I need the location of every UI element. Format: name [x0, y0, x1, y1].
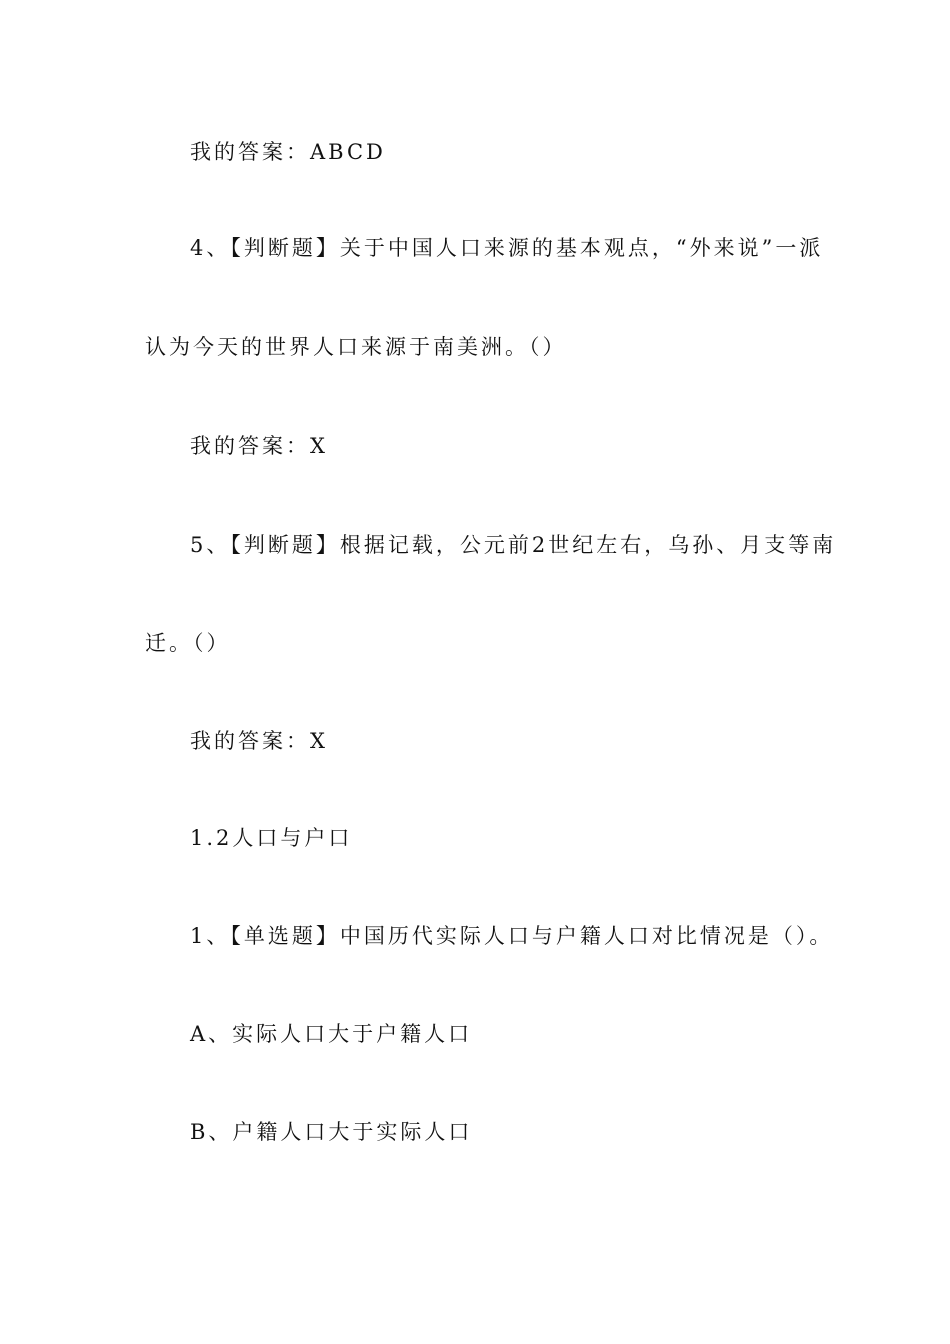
answer-line-q5: 我的答案：X	[190, 729, 328, 753]
option-b: B、户籍人口大于实际人口	[190, 1120, 473, 1144]
question-5-line-1: 5、【判断题】根据记载，公元前2世纪左右，乌孙、月支等南	[190, 533, 837, 557]
question-4-line-1: 4、【判断题】关于中国人口来源的基本观点，“外来说”一派	[190, 236, 824, 260]
question-1-line: 1、【单选题】中国历代实际人口与户籍人口对比情况是（）。	[190, 924, 834, 948]
option-a: A、实际人口大于户籍人口	[190, 1022, 473, 1046]
answer-line-q4: 我的答案：X	[190, 434, 328, 458]
question-4-line-2: 认为今天的世界人口来源于南美洲。（）	[145, 335, 567, 359]
section-heading: 1.2人口与户口	[190, 826, 353, 850]
answer-line-q3: 我的答案：ABCD	[190, 140, 386, 164]
question-5-line-2: 迁。（）	[145, 631, 231, 655]
